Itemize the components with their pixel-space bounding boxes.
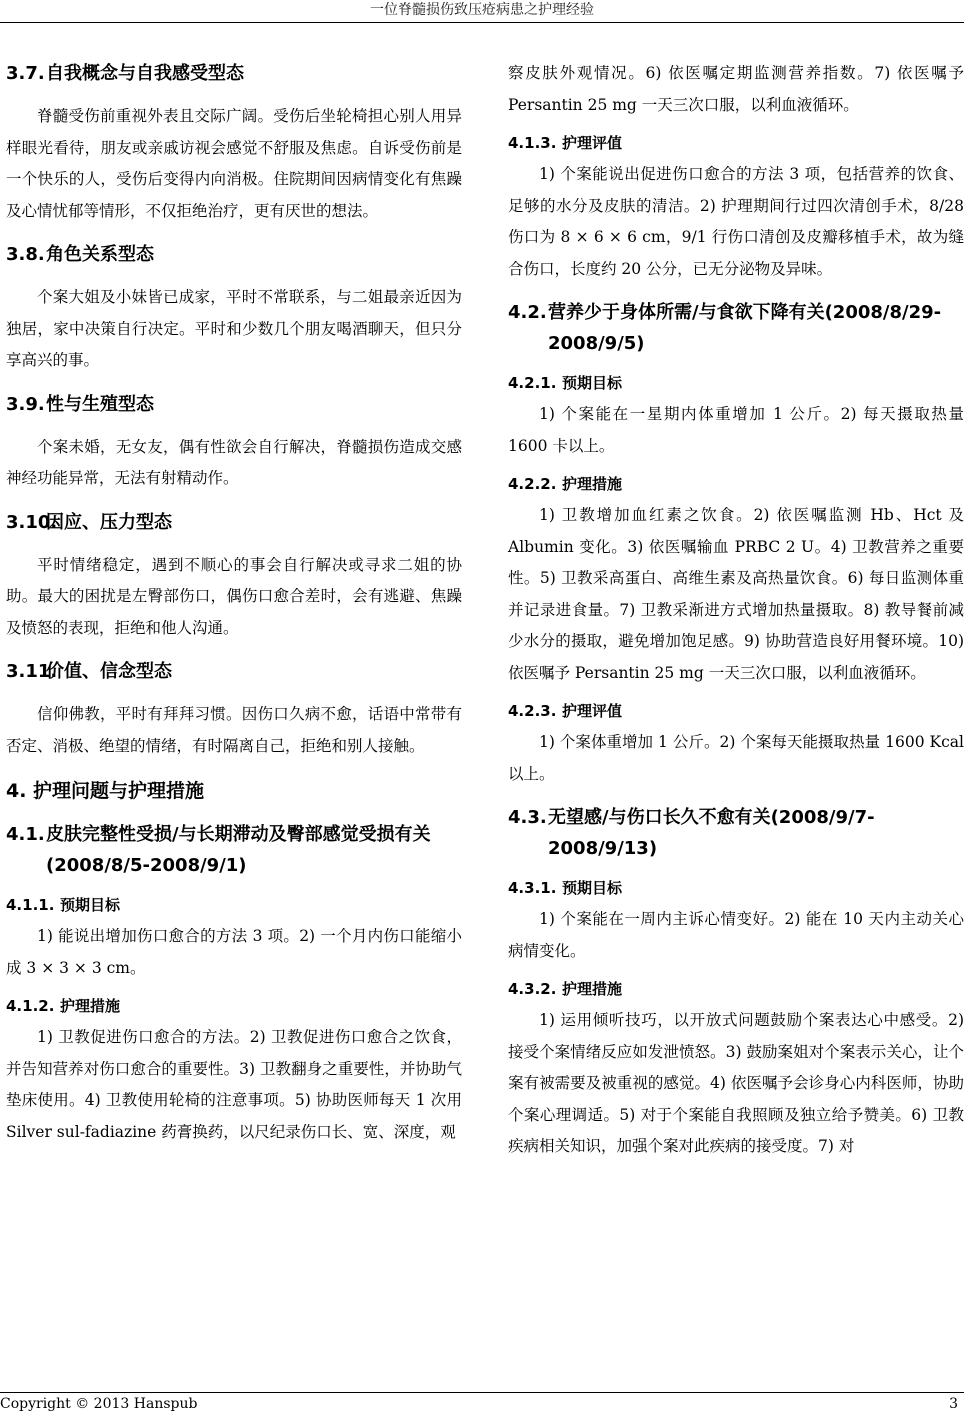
section-body-3-8: 个案大姐及小妹皆已成家，平时不常联系，与二姐最亲近因为独居，家中决策自行决定。平时和少数几个朋友喝酒聊天，但只分享高兴的事。 — [6, 288, 462, 369]
subsection-heading-4-3-2: 4.3.2. 护理措施 — [508, 980, 623, 998]
header-divider — [0, 22, 964, 23]
subsection-body-4-3-1: 1) 个案能在一周内主诉心情变好。2) 能在 10 天内主动关心病情变化。 — [508, 910, 964, 960]
subsection-heading-4-2-1: 4.2.1. 预期目标 — [508, 374, 623, 392]
subsection-heading-4-2-3: 4.2.3. 护理评值 — [508, 702, 623, 720]
section-heading-3-9: 3.9.性与生殖型态 — [6, 393, 154, 415]
subsection-body-4-1-1: 1) 能说出增加伤口愈合的方法 3 项。2) 一个月内伤口能缩小成 3 × 3 × 3 cm。 — [6, 927, 462, 977]
subsection-heading-4-1-2: 4.1.2. 护理措施 — [6, 997, 121, 1015]
section-heading-4-3: 4.3.无望感/与伤口长久不愈有关(2008/9/7-2008/9/13) — [508, 807, 875, 859]
section-heading-3-10: 3.10.因应、压力型态 — [6, 511, 172, 533]
section-heading-4-1: 4.1.皮肤完整性受损/与长期滞动及臀部感觉受损有关(2008/8/5-2008/9/1) — [6, 824, 431, 876]
copyright-notice: Copyright © 2013 Hanspub — [0, 1396, 198, 1412]
right-column — [508, 50, 964, 1163]
subsection-heading-4-2-2: 4.2.2. 护理措施 — [508, 475, 623, 493]
subsection-body-4-2-1: 1) 个案能在一星期内体重增加 1 公斤。2) 每天摄取热量 1600 卡以上。 — [508, 405, 964, 455]
section-body-3-10: 平时情绪稳定，遇到不顺心的事会自行解决或寻求二姐的协助。最大的困扰是左臀部伤口，偶伤口愈合差时，会有逃避、焦躁及愤怒的表现，拒绝和他人沟通。 — [6, 555, 462, 637]
subsection-heading-4-1-3: 4.1.3. 护理评值 — [508, 134, 623, 152]
section-heading-4: 4. 护理问题与护理措施 — [6, 780, 205, 802]
subsection-body-4-1-2: 1) 卫教促进伤口愈合的方法。2) 卫教促进伤口愈合之饮食，并告知营养对伤口愈合的重要性。3) 卫教翻身之重要性，并协助气垫床使用。4) 卫教使用轮椅的注意事项。5) 协助医师每天 1 次用 Silver sul-fadiazine 药膏换药，以尺纪录伤口长、宽、深度，观 — [6, 1028, 462, 1141]
running-header: 一位脊髓损伤致压疮病患之护理经验 — [370, 2, 594, 18]
section-heading-3-7: 3.7.自我概念与自我感受型态 — [6, 63, 244, 84]
subsection-heading-4-1-1: 4.1.1. 预期目标 — [6, 896, 121, 914]
section-heading-4-2: 4.2.营养少于身体所需/与食欲下降有关(2008/8/29-2008/9/5) — [508, 302, 942, 354]
section-body-3-11: 信仰佛教，平时有拜拜习惯。因伤口久病不愈，话语中常带有否定、消极、绝望的情绪，有时隔离自己，拒绝和别人接触。 — [6, 705, 462, 755]
section-heading-3-8: 3.8.角色关系型态 — [6, 244, 154, 265]
section-body-3-7: 脊髓受伤前重视外表且交际广阔。受伤后坐轮椅担心别人用异样眼光看待，朋友或亲戚访视会感觉不舒服及焦虑。自诉受伤前是一个快乐的人，受伤后变得内向消极。住院期间因病情变化有焦躁及心情忧郁等情形，不仅拒绝治疗，更有厌世的想法。 — [6, 107, 462, 220]
subsection-heading-4-3-1: 4.3.1. 预期目标 — [508, 879, 623, 897]
subsection-body-4-2-2: 1) 卫教增加血红素之饮食。2) 依医嘱监测 Hb、Hct 及 Albumin 变化。3) 依医嘱输血 PRBC 2 U。4) 卫教营养之重要性。5) 卫教采高蛋白、高维生素及高热量饮食。6) 每日监测体重并记录进食量。7) 卫教采渐进方式增加热量摄取。8) 教导餐前减少水分的摄取，避免增加饱足感。9) 协助营造良好用餐环境。10) 依医嘱予 Persantin 25 mg 一天三次口服，以利血液循环。 — [508, 506, 964, 682]
subsection-body-4-3-2: 1) 运用倾听技巧，以开放式问题鼓励个案表达心中感受。2) 接受个案情绪反应如发泄愤怒。3) 鼓励案姐对个案表示关心，让个案有被需要及被重视的感觉。4) 依医嘱予会诊身心内科医师，协助个案心理调适。5) 对于个案能自我照顾及独立给予赞美。6) 卫教疾病相关知识，加强个案对此疾病的接受度。7) 对 — [508, 1011, 964, 1155]
page-number: 3 — [949, 1396, 958, 1412]
section-body-3-9: 个案未婚，无女友，偶有性欲会自行解决，脊髓损伤造成交感神经功能异常，无法有射精动作。 — [6, 437, 462, 487]
subsection-body-4-1-2-continued: 察皮肤外观情况。6) 依医嘱定期监测营养指数。7) 依医嘱予 Persantin 25 mg 一天三次口服，以利血液循环。 — [508, 64, 964, 114]
subsection-body-4-1-3: 1) 个案能说出促进伤口愈合的方法 3 项，包括营养的饮食、足够的水分及皮肤的清洁。2) 护理期间行过四次清创手术，8/28 伤口为 8 × 6 × 6 cm，9/1 行伤口清创及皮瓣移植手术，故为缝合伤口，长度约 20 公分，已无分泌物及异味。 — [508, 165, 964, 278]
subsection-body-4-2-3: 1) 个案体重增加 1 公斤。2) 个案每天能摄取热量 1600 Kcal 以上。 — [508, 733, 964, 783]
footer-divider — [0, 1392, 964, 1393]
section-heading-3-11: 3.11.价值、信念型态 — [6, 661, 172, 682]
left-column — [6, 50, 462, 1148]
